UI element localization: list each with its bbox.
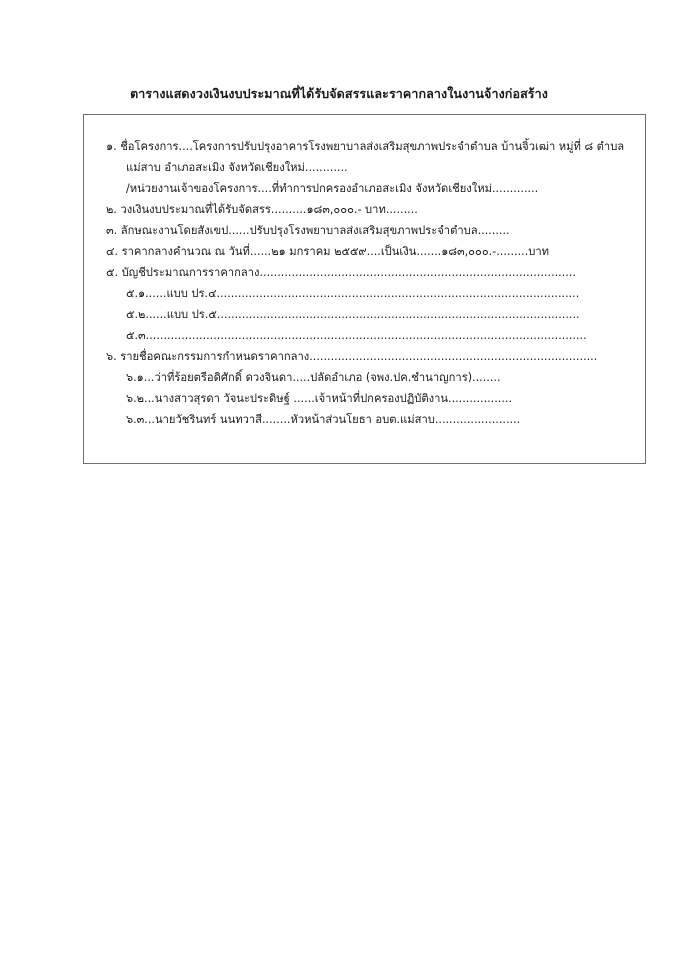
line-6-3: ๖.๓...นายวัชรินทร์ นนทวาสี........หัวหน้าส่วนโยธา อบต.แม่สาบ........................ bbox=[126, 413, 521, 426]
line-6-1: ๖.๑...ว่าที่ร้อยตรีอดิศักดิ์ ดวงจินดา.....ปลัดอำเภอ (จพง.ปค.ชำนาญการ)........ bbox=[126, 371, 501, 384]
form-box bbox=[83, 114, 646, 464]
line-1: ๑. ชื่อโครงการ....โครงการปรับปรุงอาคารโรงพยาบาลส่งเสริมสุขภาพประจำตำบล บ้านจิ้วเฒ่า หมู่ที่ ๘ ตำบล bbox=[106, 140, 625, 153]
line-5-3: ๕.๓............................................................................................................................ bbox=[126, 329, 587, 342]
line-4: ๔. ราคากลางคำนวณ ณ วันที่......๒๑ มกราคม ๒๕๕๙....เป็นเงิน.......๑๘๓,๐๐๐.-.........บาท bbox=[106, 245, 550, 258]
line-5-1: ๕.๑......แบบ ปร.๔...................................................................................................... bbox=[126, 287, 580, 300]
line-6: ๖. รายชื่อคณะกรรมการกำหนดราคากลาง................................................................................. bbox=[106, 350, 598, 363]
line-5: ๕. บัญชีประมาณการราคากลาง......................................................................................... bbox=[106, 266, 576, 279]
line-6-2: ๖.๒...นางสาวสุรดา วัจนะประดิษฐ์ ......เจ้าหน้าที่ปกครองปฏิบัติงาน.................. bbox=[126, 392, 513, 405]
document-title: ตารางแสดงวงเงินงบประมาณที่ได้รับจัดสรรและราคากลางในงานจ้างก่อสร้าง bbox=[130, 86, 548, 101]
line-5-2: ๕.๒......แบบ ปร.๕...................................................................................................... bbox=[126, 308, 580, 321]
line-1-cont: แม่สาบ อำเภอสะเมิง จังหวัดเชียงใหม่............ bbox=[126, 161, 348, 174]
line-1-agency: /หน่วยงานเจ้าของโครงการ....ที่ทำการปกครองอำเภอสะเมิง จังหวัดเชียงใหม่............. bbox=[126, 182, 539, 195]
line-3: ๓. ลักษณะงานโดยสังเขป......ปรับปรุงโรงพยาบาลส่งเสริมสุขภาพประจำตำบล......... bbox=[106, 224, 510, 237]
line-2: ๒. วงเงินงบประมาณที่ได้รับจัดสรร..........๑๘๓,๐๐๐.- บาท......... bbox=[106, 203, 418, 216]
